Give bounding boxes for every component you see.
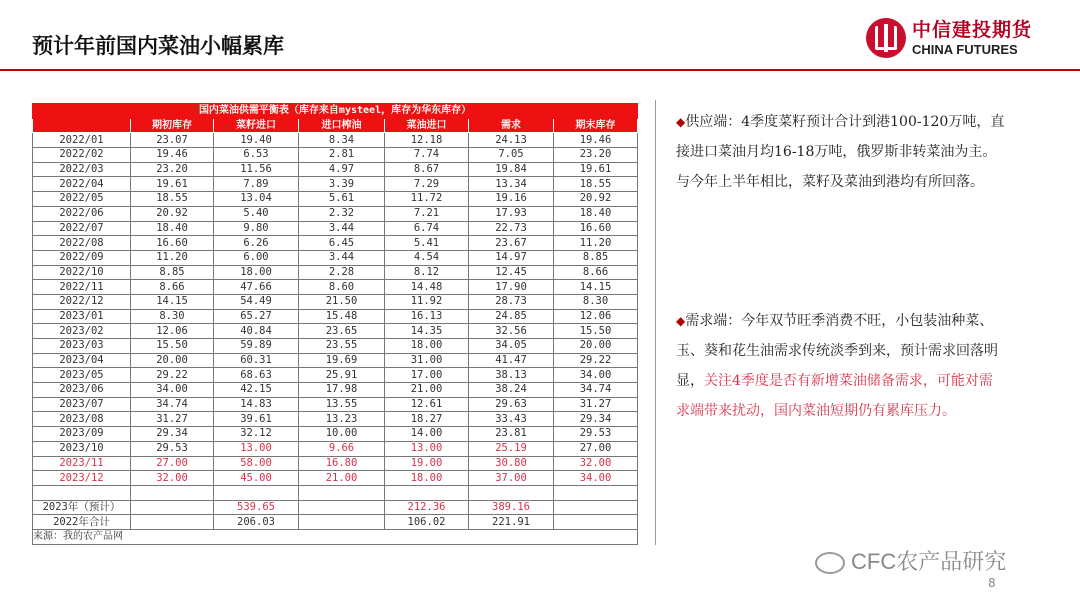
title-divider xyxy=(0,69,1080,71)
table-cell: 10.00 xyxy=(299,427,385,442)
table-cell xyxy=(554,515,638,530)
table-cell: 7.05 xyxy=(469,148,554,163)
table-cell: 34.74 xyxy=(554,383,638,398)
page-title: 预计年前国内菜油小幅累库 xyxy=(32,34,284,58)
row-label: 2022/12 xyxy=(33,294,131,309)
table-row xyxy=(33,324,638,339)
table-cell: 21.00 xyxy=(385,383,469,398)
table-cell: 34.00 xyxy=(131,383,214,398)
table-cell: 23.20 xyxy=(554,148,638,163)
table-cell: 6.53 xyxy=(214,148,299,163)
table-cell: 30.80 xyxy=(469,456,554,471)
table-cell: 14.00 xyxy=(385,427,469,442)
table-cell: 5.41 xyxy=(385,236,469,251)
table-cell: 3.39 xyxy=(299,177,385,192)
table-cell: 7.29 xyxy=(385,177,469,192)
table-cell: 14.83 xyxy=(214,397,299,412)
supply-text: 供应端：4季度菜籽预计合计到港100-120万吨，直接进口菜油月均16-18万吨，俄罗斯非转菜油为主。与今年上半年相比，菜籽及菜油到港均有所回落。 xyxy=(676,114,1005,190)
row-label: 2023/10 xyxy=(33,441,131,456)
table-cell: 9.66 xyxy=(299,441,385,456)
row-label: 2022/05 xyxy=(33,192,131,207)
table-cell: 28.73 xyxy=(469,294,554,309)
table-cell: 19.46 xyxy=(131,148,214,163)
logo-en-text: CHINA FUTURES xyxy=(912,41,1018,57)
table-cell: 34.00 xyxy=(554,368,638,383)
table-cell: 23.55 xyxy=(299,339,385,354)
table-cell: 21.50 xyxy=(299,294,385,309)
table-cell: 34.74 xyxy=(131,397,214,412)
table-cell: 13.00 xyxy=(385,441,469,456)
table-row xyxy=(33,162,638,177)
table-cell: 18.00 xyxy=(385,339,469,354)
table-cell: 17.90 xyxy=(469,280,554,295)
row-label: 2022/02 xyxy=(33,148,131,163)
table-cell: 24.13 xyxy=(469,133,554,148)
table-cell: 13.00 xyxy=(214,441,299,456)
table-cell: 18.00 xyxy=(385,471,469,486)
table-cell: 6.00 xyxy=(214,250,299,265)
table-row xyxy=(33,206,638,221)
table-row xyxy=(33,397,638,412)
table-cell: 32.12 xyxy=(214,427,299,442)
demand-paragraph xyxy=(676,306,1006,426)
table-cell: 2.32 xyxy=(299,206,385,221)
table-cell: 15.50 xyxy=(131,339,214,354)
table-cell: 19.61 xyxy=(131,177,214,192)
table-cell: 29.22 xyxy=(554,353,638,368)
table-cell xyxy=(554,485,638,500)
table-cell: 29.53 xyxy=(554,427,638,442)
row-label: 2023/12 xyxy=(33,471,131,486)
watermark-text: CFC农产品研究 xyxy=(851,549,1007,574)
table-cell: 9.80 xyxy=(214,221,299,236)
table-cell: 2.28 xyxy=(299,265,385,280)
column-header: 菜籽进口 xyxy=(214,118,299,133)
table-cell: 25.91 xyxy=(299,368,385,383)
table-cell: 18.40 xyxy=(554,206,638,221)
row-label: 2022/08 xyxy=(33,236,131,251)
table-cell: 19.84 xyxy=(469,162,554,177)
table-cell: 59.89 xyxy=(214,339,299,354)
table-cell: 23.20 xyxy=(131,162,214,177)
table-cell: 7.89 xyxy=(214,177,299,192)
table-cell xyxy=(131,485,214,500)
table-cell: 212.36 xyxy=(385,500,469,515)
table-cell: 38.24 xyxy=(469,383,554,398)
table-row xyxy=(33,148,638,163)
table-cell: 29.53 xyxy=(131,441,214,456)
table-cell: 18.55 xyxy=(554,177,638,192)
table-row xyxy=(33,427,638,442)
table-cell xyxy=(385,485,469,500)
table-cell: 23.07 xyxy=(131,133,214,148)
table-cell: 38.13 xyxy=(469,368,554,383)
table-row xyxy=(33,280,638,295)
row-label: 2023/09 xyxy=(33,427,131,442)
table-cell: 20.92 xyxy=(554,192,638,207)
column-divider xyxy=(655,100,656,545)
row-label: 2023/07 xyxy=(33,397,131,412)
row-label: 2023/11 xyxy=(33,456,131,471)
row-label: 2023/04 xyxy=(33,353,131,368)
row-label: 2023/02 xyxy=(33,324,131,339)
table-row xyxy=(33,236,638,251)
table-cell: 60.31 xyxy=(214,353,299,368)
table-cell: 25.19 xyxy=(469,441,554,456)
table-cell: 12.06 xyxy=(131,324,214,339)
table-cell: 6.45 xyxy=(299,236,385,251)
table-cell xyxy=(131,500,214,515)
table-cell: 32.56 xyxy=(469,324,554,339)
table-cell: 27.00 xyxy=(554,441,638,456)
table-cell: 20.00 xyxy=(554,339,638,354)
table-cell: 23.81 xyxy=(469,427,554,442)
table-row xyxy=(33,500,638,515)
table-cell: 8.66 xyxy=(131,280,214,295)
page-number: 8 xyxy=(988,576,996,590)
table-cell: 8.34 xyxy=(299,133,385,148)
row-label: 2022/11 xyxy=(33,280,131,295)
table-cell: 8.67 xyxy=(385,162,469,177)
table-cell: 19.61 xyxy=(554,162,638,177)
table-row xyxy=(33,309,638,324)
row-label: 2022/03 xyxy=(33,162,131,177)
table-cell xyxy=(299,485,385,500)
table-cell: 12.06 xyxy=(554,309,638,324)
table-cell: 8.30 xyxy=(131,309,214,324)
table-cell: 41.47 xyxy=(469,353,554,368)
supply-paragraph xyxy=(676,107,1006,197)
table-cell: 11.20 xyxy=(554,236,638,251)
table-cell: 3.44 xyxy=(299,250,385,265)
table-cell: 20.92 xyxy=(131,206,214,221)
table-cell: 23.67 xyxy=(469,236,554,251)
table-row xyxy=(33,515,638,530)
table-cell: 16.60 xyxy=(554,221,638,236)
table-cell: 13.23 xyxy=(299,412,385,427)
table-cell: 31.00 xyxy=(385,353,469,368)
table-cell: 5.61 xyxy=(299,192,385,207)
row-label: 2023/03 xyxy=(33,339,131,354)
table-cell xyxy=(131,515,214,530)
table-cell: 15.50 xyxy=(554,324,638,339)
table-cell xyxy=(469,485,554,500)
table-row xyxy=(33,353,638,368)
table-cell: 17.98 xyxy=(299,383,385,398)
table-cell: 7.74 xyxy=(385,148,469,163)
table-cell: 29.34 xyxy=(131,427,214,442)
table-cell: 33.43 xyxy=(469,412,554,427)
table-cell: 18.55 xyxy=(131,192,214,207)
table-cell: 19.16 xyxy=(469,192,554,207)
row-label: 2022/07 xyxy=(33,221,131,236)
column-header: 期末库存 xyxy=(554,118,638,133)
column-header: 进口榨油 xyxy=(299,118,385,133)
row-label xyxy=(33,485,131,500)
table-row xyxy=(33,294,638,309)
row-label: 2022/10 xyxy=(33,265,131,280)
table-cell: 39.61 xyxy=(214,412,299,427)
table-cell: 16.60 xyxy=(131,236,214,251)
table-row xyxy=(33,250,638,265)
table-cell: 6.26 xyxy=(214,236,299,251)
table-row xyxy=(33,441,638,456)
row-label: 2022/04 xyxy=(33,177,131,192)
table-cell: 24.85 xyxy=(469,309,554,324)
table-row xyxy=(33,412,638,427)
citic-logo-icon xyxy=(866,18,906,58)
table-cell: 206.03 xyxy=(214,515,299,530)
table-cell: 11.20 xyxy=(131,250,214,265)
table-cell xyxy=(299,515,385,530)
table-cell: 539.65 xyxy=(214,500,299,515)
table-cell: 18.00 xyxy=(214,265,299,280)
table-cell: 42.15 xyxy=(214,383,299,398)
table-cell: 8.60 xyxy=(299,280,385,295)
table-cell: 14.48 xyxy=(385,280,469,295)
table-row xyxy=(33,471,638,486)
table-cell: 3.44 xyxy=(299,221,385,236)
watermark xyxy=(815,545,1006,576)
table-cell: 14.15 xyxy=(554,280,638,295)
table-cell: 32.00 xyxy=(131,471,214,486)
table-cell: 389.16 xyxy=(469,500,554,515)
table-cell: 8.66 xyxy=(554,265,638,280)
table-cell: 58.00 xyxy=(214,456,299,471)
table-cell: 8.85 xyxy=(554,250,638,265)
balance-sheet-table xyxy=(32,103,638,545)
table-cell: 106.02 xyxy=(385,515,469,530)
table-cell: 37.00 xyxy=(469,471,554,486)
table-row xyxy=(33,368,638,383)
demand-text: 需求端：今年双节旺季消费不旺，小包装油种菜、玉、葵和花生油需求传统淡季到来，预计需求回落明显， xyxy=(676,313,998,389)
table-cell: 14.97 xyxy=(469,250,554,265)
diamond-bullet-icon: ◆ xyxy=(676,115,686,129)
table-cell: 16.80 xyxy=(299,456,385,471)
table-cell: 8.85 xyxy=(131,265,214,280)
table-cell: 8.30 xyxy=(554,294,638,309)
table-cell: 19.69 xyxy=(299,353,385,368)
table-cell: 13.55 xyxy=(299,397,385,412)
table-cell: 54.49 xyxy=(214,294,299,309)
column-header: 菜油进口 xyxy=(385,118,469,133)
table-row xyxy=(33,265,638,280)
table-cell: 68.63 xyxy=(214,368,299,383)
table-cell: 65.27 xyxy=(214,309,299,324)
company-logo xyxy=(866,18,1032,58)
table-cell: 31.27 xyxy=(131,412,214,427)
table-row xyxy=(33,339,638,354)
table-cell: 21.00 xyxy=(299,471,385,486)
table-cell: 47.66 xyxy=(214,280,299,295)
row-label: 2023/08 xyxy=(33,412,131,427)
table-cell: 2.81 xyxy=(299,148,385,163)
table-caption: 国内菜油供需平衡表（库存来自mysteel，库存为华东库存） xyxy=(33,104,638,119)
row-label: 2023/06 xyxy=(33,383,131,398)
table-cell: 29.34 xyxy=(554,412,638,427)
source-note: 来源：我的农产品网 xyxy=(33,529,638,544)
table-cell: 20.00 xyxy=(131,353,214,368)
table-cell: 11.72 xyxy=(385,192,469,207)
table-cell: 5.40 xyxy=(214,206,299,221)
table-row xyxy=(33,456,638,471)
table-cell: 4.97 xyxy=(299,162,385,177)
table-cell: 13.34 xyxy=(469,177,554,192)
table-cell: 4.54 xyxy=(385,250,469,265)
table-cell: 12.61 xyxy=(385,397,469,412)
table-cell: 6.74 xyxy=(385,221,469,236)
table-cell xyxy=(554,500,638,515)
demand-highlight-text: 关注4季度是否有新增菜油储备需求，可能对需求端带来扰动，国内菜油短期仍有累库压力。 xyxy=(676,373,993,419)
table-cell: 23.65 xyxy=(299,324,385,339)
table-cell xyxy=(299,500,385,515)
table-cell: 18.40 xyxy=(131,221,214,236)
row-label: 2022年合计 xyxy=(33,515,131,530)
table-row xyxy=(33,192,638,207)
row-label: 2023年（预计） xyxy=(33,500,131,515)
table-cell: 29.63 xyxy=(469,397,554,412)
table-cell: 11.56 xyxy=(214,162,299,177)
table-row xyxy=(33,177,638,192)
row-label: 2022/09 xyxy=(33,250,131,265)
table-cell: 32.00 xyxy=(554,456,638,471)
table-cell: 31.27 xyxy=(554,397,638,412)
table-cell: 19.40 xyxy=(214,133,299,148)
table-cell: 18.27 xyxy=(385,412,469,427)
table-cell: 14.35 xyxy=(385,324,469,339)
table-cell: 45.00 xyxy=(214,471,299,486)
table-cell: 17.93 xyxy=(469,206,554,221)
table-cell: 19.00 xyxy=(385,456,469,471)
table-cell: 7.21 xyxy=(385,206,469,221)
table-cell: 34.00 xyxy=(554,471,638,486)
table-cell: 14.15 xyxy=(131,294,214,309)
table-row xyxy=(33,485,638,500)
column-header: 需求 xyxy=(469,118,554,133)
table-cell: 15.48 xyxy=(299,309,385,324)
logo-cn-text: 中信建投期货 xyxy=(912,18,1033,41)
table-row xyxy=(33,221,638,236)
row-label: 2023/05 xyxy=(33,368,131,383)
table-cell xyxy=(214,485,299,500)
table-cell: 22.73 xyxy=(469,221,554,236)
row-label: 2022/01 xyxy=(33,133,131,148)
table-row xyxy=(33,133,638,148)
table-cell: 34.05 xyxy=(469,339,554,354)
table-cell: 16.13 xyxy=(385,309,469,324)
table-cell: 13.04 xyxy=(214,192,299,207)
table-cell: 12.45 xyxy=(469,265,554,280)
table-cell: 17.00 xyxy=(385,368,469,383)
diamond-bullet-icon: ◆ xyxy=(676,314,686,328)
table-cell: 40.84 xyxy=(214,324,299,339)
table-cell: 27.00 xyxy=(131,456,214,471)
table-cell: 29.22 xyxy=(131,368,214,383)
table-cell: 8.12 xyxy=(385,265,469,280)
column-header: 期初库存 xyxy=(131,118,214,133)
table-row xyxy=(33,383,638,398)
table-cell: 221.91 xyxy=(469,515,554,530)
table-cell: 12.18 xyxy=(385,133,469,148)
table-cell: 19.46 xyxy=(554,133,638,148)
wechat-icon xyxy=(815,552,845,574)
row-label: 2023/01 xyxy=(33,309,131,324)
row-label: 2022/06 xyxy=(33,206,131,221)
column-header xyxy=(33,118,131,133)
table-cell: 11.92 xyxy=(385,294,469,309)
